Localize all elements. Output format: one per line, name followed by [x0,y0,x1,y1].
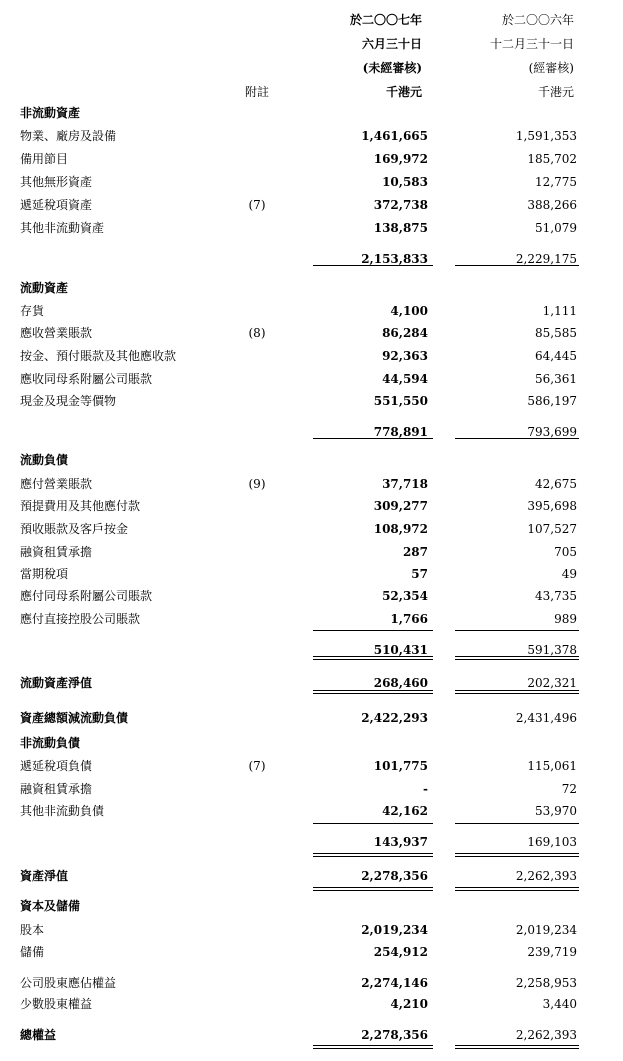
total-rule [313,1045,433,1046]
row-value-2007: 37,718 [382,477,428,491]
row-value-2006: 705 [554,545,577,559]
row-label: 融資租賃承擔 [20,782,93,796]
row-value-2006: 51,079 [535,221,577,235]
row-value-2006: 115,061 [527,759,577,773]
row-label: 資本及儲備 [20,899,81,913]
row-value-2007: 510,431 [373,643,428,657]
row-value-2007: 551,550 [373,394,428,408]
row-label: 其他非流動負債 [20,804,105,818]
row-value-2006: 43,735 [535,589,577,603]
total-rule [313,690,433,691]
col1-header-line3: (未經審核) [362,61,422,75]
row-value-2007: 52,354 [382,589,428,603]
total-rule [455,823,579,824]
row-value-2007: 108,972 [373,522,428,536]
row-note: (8) [248,326,266,340]
row-value-2007: 2,278,356 [361,869,428,883]
row-value-2007: 2,422,293 [361,711,428,725]
total-rule [455,1048,579,1049]
row-label: 公司股東應佔權益 [20,976,117,990]
row-value-2007: 57 [411,567,428,581]
row-value-2006: 49 [561,567,577,581]
total-rule [313,693,433,694]
total-rule [455,890,579,891]
row-note: (7) [248,198,266,212]
row-value-2007: 92,363 [382,349,428,363]
row-label: 流動資產淨值 [20,676,93,690]
row-value-2006: 42,675 [535,477,577,491]
row-value-2006: 12,775 [535,175,577,189]
row-value-2006: 388,266 [527,198,577,212]
row-value-2007: 372,738 [373,198,428,212]
row-label: 遞延稅項負債 [20,759,93,773]
row-value-2006: 64,445 [535,349,577,363]
row-value-2006: 202,321 [527,676,577,690]
row-value-2007: 1,766 [390,612,428,626]
row-value-2007: 10,583 [382,175,428,189]
row-label: 非流動負債 [20,736,81,750]
total-rule [313,438,433,439]
row-label: 應付同母系附屬公司賬款 [20,589,153,603]
row-value-2006: 53,970 [535,804,577,818]
total-rule [455,265,579,266]
row-value-2007: 254,912 [373,945,428,959]
row-label: 資產淨值 [20,869,69,883]
row-value-2007: 86,284 [382,326,428,340]
row-label: 少數股東權益 [20,997,93,1011]
row-value-2007: 287 [402,545,428,559]
total-rule [455,853,579,854]
row-value-2006: 72 [561,782,577,796]
row-value-2006: 185,702 [527,152,577,166]
row-label: 現金及現金等價物 [20,394,117,408]
row-value-2007: 44,594 [382,372,428,386]
col2-header-line2: 十二月三十一日 [489,37,574,51]
row-value-2006: 2,229,175 [515,252,577,266]
row-label: 儲備 [20,945,45,959]
col2-header-line3: (經審核) [528,61,574,75]
total-rule [313,656,433,657]
row-value-2006: 2,019,234 [515,923,577,937]
row-value-2007: 268,460 [373,676,428,690]
note-column-header: 附註 [244,85,269,99]
row-value-2007: 2,153,833 [361,252,428,266]
row-value-2007: 169,972 [373,152,428,166]
row-value-2006: 2,431,496 [515,711,577,725]
row-value-2007: 2,278,356 [361,1028,428,1042]
total-rule [313,823,433,824]
total-rule [455,656,579,657]
total-rule [455,690,579,691]
row-value-2006: 85,585 [535,326,577,340]
row-label: 應收營業賬款 [20,326,93,340]
row-value-2007: 309,277 [373,499,428,513]
total-rule [455,693,579,694]
row-value-2006: 586,197 [527,394,577,408]
total-rule [455,887,579,888]
row-value-2006: 989 [554,612,577,626]
row-value-2007: 2,274,146 [361,976,428,990]
total-rule [313,265,433,266]
row-label: 遞延稅項資產 [20,198,93,212]
row-value-2006: 395,698 [527,499,577,513]
col1-header-line1: 於二〇〇七年 [349,13,422,27]
row-value-2007: 1,461,665 [361,129,428,143]
row-label: 流動資產 [20,281,69,295]
row-value-2007: - [423,782,428,796]
row-label: 應付營業賬款 [20,477,93,491]
row-value-2006: 107,527 [527,522,577,536]
row-label: 其他非流動資產 [20,221,105,235]
row-value-2007: 778,891 [373,425,428,439]
row-value-2006: 169,103 [527,835,577,849]
row-note: (7) [248,759,266,773]
row-value-2006: 239,719 [527,945,577,959]
total-rule [455,856,579,857]
row-value-2007: 101,775 [373,759,428,773]
col2-header-line4: 千港元 [537,85,574,99]
row-label: 預提費用及其他應付款 [20,499,141,513]
total-rule [313,630,433,631]
row-label: 資產總額減流動負債 [20,711,129,725]
row-value-2006: 1,111 [542,304,577,318]
total-rule [455,630,579,631]
row-label: 應收同母系附屬公司賬款 [20,372,153,386]
row-label: 融資租賃承擔 [20,545,93,559]
row-note: (9) [248,477,266,491]
row-label: 總權益 [20,1028,57,1042]
row-label: 物業、廠房及設備 [20,129,117,143]
row-value-2006: 1,591,353 [515,129,577,143]
row-label: 按金、預付賬款及其他應收款 [20,349,177,363]
row-value-2006: 56,361 [535,372,577,386]
total-rule [313,853,433,854]
row-value-2007: 4,210 [390,997,428,1011]
row-value-2007: 143,937 [373,835,428,849]
row-label: 流動負債 [20,453,69,467]
row-label: 非流動資產 [20,106,81,120]
row-value-2006: 591,378 [527,643,577,657]
row-value-2007: 42,162 [382,804,428,818]
row-label: 股本 [20,923,45,937]
total-rule [313,659,433,660]
total-rule [455,659,579,660]
row-value-2006: 2,262,393 [515,1028,577,1042]
row-value-2007: 138,875 [373,221,428,235]
total-rule [313,887,433,888]
col1-header-line4: 千港元 [385,85,422,99]
row-value-2007: 4,100 [390,304,428,318]
row-label: 應付直接控股公司賬款 [20,612,141,626]
row-label: 備用節目 [20,152,69,166]
row-label: 預收賬款及客戶按金 [20,522,129,536]
row-label: 當期稅項 [20,567,69,581]
total-rule [455,1045,579,1046]
row-value-2006: 793,699 [527,425,577,439]
col1-header-line2: 六月三十日 [361,37,422,51]
total-rule [313,1048,433,1049]
col2-header-line1: 於二〇〇六年 [501,13,574,27]
row-label: 其他無形資產 [20,175,93,189]
total-rule [455,438,579,439]
total-rule [313,856,433,857]
row-value-2006: 2,258,953 [515,976,577,990]
total-rule [313,890,433,891]
row-label: 存貨 [20,304,45,318]
row-value-2006: 3,440 [542,997,577,1011]
row-value-2007: 2,019,234 [361,923,428,937]
row-value-2006: 2,262,393 [515,869,577,883]
